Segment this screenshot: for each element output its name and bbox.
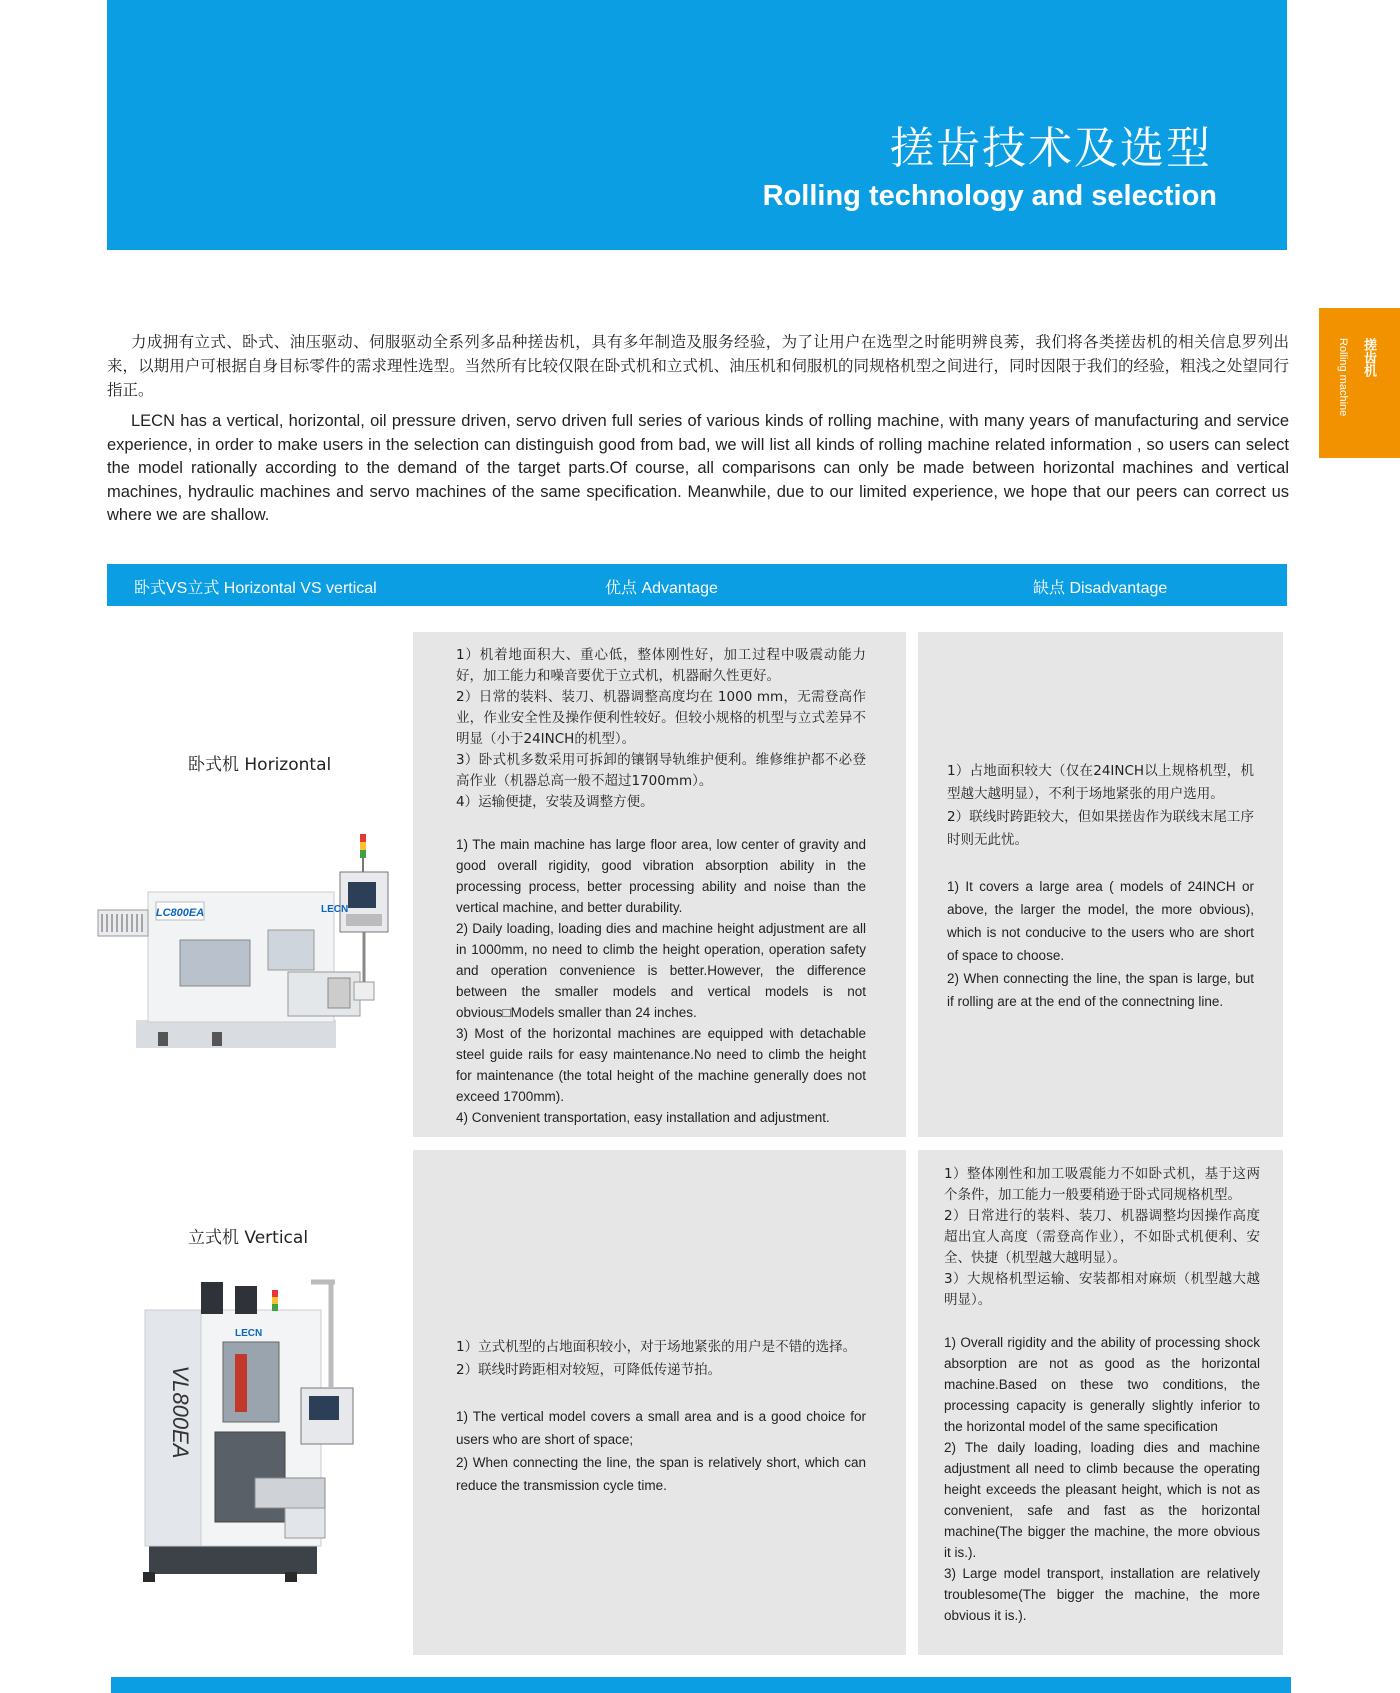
list-item: 2) Daily loading, loading dies and machine height adjustment are all in 1000mm, no need to climb the height operation, operation safety and operation convenience is better.However, the difference between the smaller models and vertical models is not obvious□Models smaller than 24 inches.: [456, 921, 866, 1020]
signal-light-red: [272, 1290, 278, 1297]
horizontal-disadvantage-content: [947, 760, 1254, 1013]
list-item: 2）联线时跨距较大，但如果搓齿作为联线末尾工序时则无此忧。: [947, 809, 1254, 848]
header-col-advantage: 优点 Advantage: [605, 580, 718, 597]
machine-brand-text: VL800EA: [168, 1365, 193, 1459]
machine-foot: [285, 1572, 297, 1582]
vertical-advantage-en: [456, 1405, 866, 1497]
section-side-tab[interactable]: [1319, 308, 1400, 458]
machine-chute: [285, 1508, 325, 1538]
signal-light-yellow: [360, 842, 366, 850]
vertical-advantage-content: [456, 1336, 866, 1497]
comparison-table-header: [107, 564, 1287, 606]
intro-text-zh: 力成拥有立式、卧式、油压驱动、伺服驱动全系列多品种搓齿机，具有多年制造及服务经验，为了让用户在选型之时能明辨良莠，我们将各类搓齿机的相关信息罗列出来，以期用户可根据自身目标零件的需求理性选型。当然所有比较仅限在卧式机和立式机、油压机和伺服机的同规格机型之间进行，同时因限于我们的经验，粗浅之处望同行指正。: [107, 333, 1289, 399]
horizontal-machine-image: [92, 832, 408, 1062]
machine-brand-text: LC800EA: [155, 907, 205, 919]
footer-bar: [111, 1677, 1291, 1693]
list-item: 3）卧式机多数采用可拆卸的镶钢导轨维护便利。维修维护都不必登高作业（机器总高一般不超过1700mm）。: [456, 752, 866, 789]
list-item: 3）大规格机型运输、安装都相对麻烦（机型越大越明显）。: [944, 1271, 1260, 1308]
hydraulic-cylinder: [235, 1286, 257, 1314]
vertical-disadvantage-zh: [944, 1164, 1260, 1311]
list-item: 3) Large model transport, installation are relatively troublesome(The bigger the machine, the more obvious it is.).: [944, 1566, 1260, 1623]
side-tab-label-en: Rolling machine: [1337, 338, 1349, 417]
machine-foot: [143, 1572, 155, 1582]
machine-window: [223, 1342, 279, 1422]
horizontal-advantage-content: [456, 645, 866, 1128]
control-screen: [348, 882, 376, 908]
header-col-type: 卧式VS立式 Horizontal VS vertical: [134, 580, 377, 597]
signal-light-yellow: [272, 1297, 278, 1304]
horizontal-disadvantage-en: [947, 875, 1254, 1013]
intro-section: [107, 330, 1289, 528]
machine-vent: [98, 910, 148, 936]
list-item: 2) The daily loading, loading dies and machine adjustment all need to climb because the operating height exceeds the pleasant height, which is not as convenient, safe and fast as the horizontal machine(The bigger the machine, the more obvious it is.).: [944, 1440, 1260, 1560]
list-item: 2) When connecting the line, the span is large, but if rolling are at the end of the connectning line.: [947, 971, 1254, 1009]
vertical-machine-image: [135, 1272, 365, 1592]
control-screen: [309, 1396, 339, 1420]
horizontal-advantage-en: [456, 834, 866, 1128]
control-keys: [346, 914, 382, 926]
intro-text-en: LECN has a vertical, horizontal, oil pressure driven, servo driven full series of various kinds of rolling machine, with many years of manufacturing and service experience, in order to make users in the selection can distinguish good from bad, we will list all kinds of rolling machine related information , so users can select the model rationally according to the demand of the target parts.Of course, all comparisons can only be made between horizontal machines and vertical machines, hydraulic machines and servo machines of the same specification. Meanwhile, due to our limited experience, we hope that our peers can correct us where we are shallow.: [107, 412, 1289, 524]
row-label-horizontal: 卧式机 Horizontal: [188, 755, 332, 775]
list-item: 1）机着地面积大、重心低，整体刚性好，加工过程中吸震动能力好，加工能力和噪音要优于立式机，机器耐久性更好。: [456, 647, 866, 684]
page-title-en: Rolling technology and selection: [762, 180, 1217, 212]
list-item: 2）联线时跨距相对较短，可降低传递节拍。: [456, 1362, 722, 1378]
vertical-disadvantage-content: [944, 1164, 1260, 1626]
machine-foot: [158, 1032, 168, 1046]
horizontal-disadvantage-zh: [947, 760, 1254, 852]
list-item: 1) The main machine has large floor area, low center of gravity and good overall rigidity, good vibration absorption ability in the processing process, better processing ability and noise than the vertical machine, and better durability.: [456, 837, 866, 915]
signal-light-green: [272, 1304, 278, 1311]
list-item: 2）日常进行的装料、装刀、机器调整均因操作高度超出宜人高度（需登高作业），不如卧式机便利、安全、快捷（机型越大越明显）。: [944, 1208, 1260, 1266]
machine-window: [180, 940, 250, 986]
page-title-zh: 搓齿技术及选型: [890, 123, 1212, 174]
machine-logo-text: LECN: [235, 1328, 263, 1339]
hydraulic-cylinder: [201, 1282, 223, 1314]
list-item: 3) Most of the horizontal machines are equipped with detachable steel guide rails for easy maintenance.No need to climb the height for maintenance (the total height of the machine generally does not exceed 1700mm).: [456, 1026, 866, 1104]
signal-light-green: [360, 850, 366, 858]
machine-vent: [328, 978, 350, 1008]
list-item: 2) When connecting the line, the span is relatively short, which can reduce the transmission cycle time.: [456, 1455, 866, 1493]
list-item: 1) The vertical model covers a small area and is a good choice for users who are short of space;: [456, 1409, 866, 1447]
header-col-disadvantage: 缺点 Disadvantage: [1033, 580, 1168, 597]
cell-vertical-advantage: [413, 1150, 906, 1655]
machine-feeder: [255, 1478, 325, 1508]
header-banner: [107, 0, 1287, 250]
vertical-disadvantage-en: [944, 1332, 1260, 1626]
list-item: 4）运输便捷，安装及调整方便。: [456, 794, 654, 810]
list-item: 1）整体刚性和加工吸震能力不如卧式机，基于这两个条件，加工能力一般要稍逊于卧式同规格机型。: [944, 1166, 1260, 1203]
list-item: 1) Overall rigidity and the ability of processing shock absorption are not as good as the horizontal machine.Based on these two conditions, the processing capacity is generally slightly inferior to the horizontal model of the same specification: [944, 1335, 1260, 1434]
row-label-vertical: 立式机 Vertical: [188, 1228, 309, 1248]
machine-base: [149, 1542, 317, 1574]
list-item: 1）立式机型的占地面积较小，对于场地紧张的用户是不错的选择。: [456, 1339, 857, 1355]
signal-light-red: [360, 834, 366, 842]
cell-horizontal-advantage: [413, 632, 906, 1137]
machine-spring: [235, 1354, 247, 1412]
vertical-advantage-zh: [456, 1336, 866, 1382]
cell-vertical-disadvantage: [918, 1150, 1283, 1655]
side-tab-label-zh: 搓齿机: [1361, 338, 1376, 377]
list-item: 4) Convenient transportation, easy installation and adjustment.: [456, 1110, 830, 1125]
machine-window: [268, 930, 314, 970]
machine-logo-text: LECN: [321, 904, 349, 915]
machine-vent: [354, 982, 374, 1000]
machine-foot: [212, 1032, 222, 1046]
cell-horizontal-disadvantage: [918, 632, 1283, 1137]
list-item: 1) It covers a large area ( models of 24INCH or above, the larger the model, the more obvious), which is not conducive to the users who are short of space to choose.: [947, 879, 1254, 963]
horizontal-advantage-zh: [456, 645, 866, 813]
list-item: 2）日常的装料、装刀、机器调整高度均在 1000 mm，无需登高作业，作业安全性及操作便利性较好。但较小规格的机型与立式差异不明显（小于24INCH的机型）。: [456, 689, 866, 747]
list-item: 1）占地面积较大（仅在24INCH以上规格机型，机型越大越明显），不利于场地紧张的用户选用。: [947, 763, 1254, 802]
